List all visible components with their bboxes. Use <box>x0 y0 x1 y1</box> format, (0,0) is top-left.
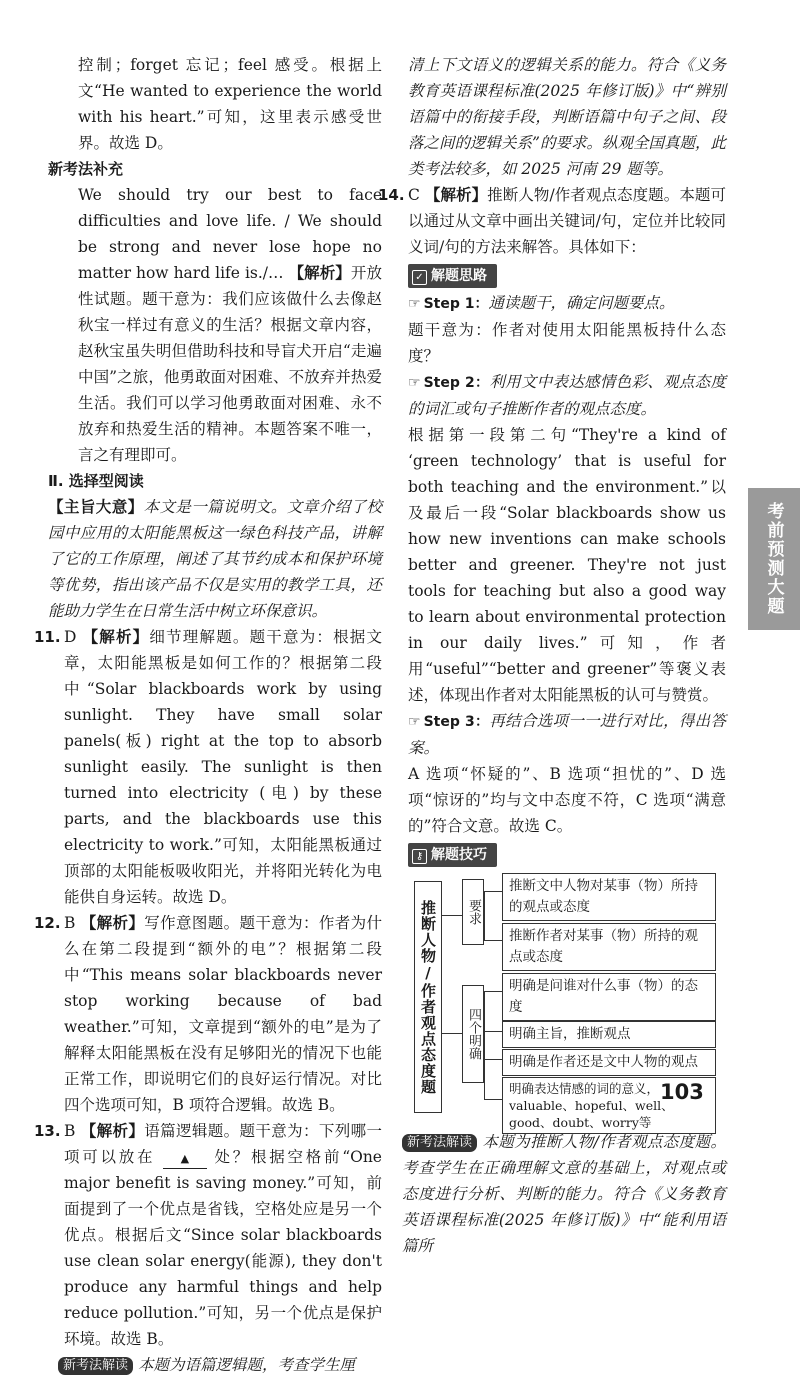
analysis-body: 细节理解题。题干意为：根据文章，太阳能黑板是如何工作的？根据第二段中“Solar blackboards work by using sunlight. They have small solar panels(板) right at the top to absorb sunlight easily. The sunlight is then turned into electricity (电) by these parts, and the blackboards use this electricity to work.”可知，太阳能黑板通过顶部的太阳能板吸收阳光，并将阳光转化为电能供自身运转。故选 D。 <box>64 628 382 906</box>
analysis-body-a: 语篇逻辑题。题干意为：下列哪一项可以放在 <box>64 1122 382 1166</box>
diagram-root: 推断人物/作者观点态度题 <box>414 881 442 1113</box>
step-label: Step 2： <box>423 375 490 391</box>
pointing-hand-icon: ☞ <box>408 375 421 391</box>
answer-letter: D <box>64 628 77 646</box>
step-text: 利用文中表达感情色彩、观点态度的词汇或句子推断作者的观点态度。 <box>408 373 726 418</box>
question-14 <box>378 182 726 260</box>
bracket-line <box>484 940 502 941</box>
step-2 <box>408 369 726 422</box>
analysis-tag: 【解析】 <box>82 628 150 646</box>
gist-body: 本文是一篇说明文。文章介绍了校园中应用的太阳能黑板这一绿色科技产品，讲解了它的工作原理，阐述了其节约成本和保护环境等优势，指出该产品不仅是实用的教学工具，还能助力学生在日常生活中树立环保意识。 <box>48 498 382 620</box>
gist-tag: 【主旨大意】 <box>48 498 144 516</box>
supplement-body <box>64 182 382 468</box>
four-clarify-label: 四个明确 <box>462 985 484 1083</box>
analysis-tag: 【解析】 <box>80 914 145 932</box>
new-method-body: 本题为语篇逻辑题，考查学生厘 <box>137 1356 355 1374</box>
analysis-body-b: 处？根据空格前“One major benefit is saving money.”可知，前面提到了一个优点是省钱，空格处应是另一个优点。根据后文“Since solar blackboards use clean solar energy(能源), they don't produce any harmful things and help reduce pollution.”可知，另一个优点是保护环境。故选 B。 <box>64 1148 382 1348</box>
supplement-tag: 【解析】 <box>288 264 351 282</box>
requirement-item-2: 推断作者对某事（物）所持的观点或态度 <box>502 923 716 971</box>
analysis-tag: 【解析】 <box>80 1122 145 1140</box>
pointing-hand-icon: ☞ <box>408 296 421 312</box>
analysis-body: 推断人物/作者观点态度题。本题可以通过从文章中画出关键词/句，定位并比较同义词/句的方法来解答。具体如下： <box>408 186 726 256</box>
bracket-line <box>484 891 485 941</box>
step-3 <box>408 708 726 761</box>
bracket-line <box>484 991 485 1099</box>
new-method-note <box>58 1352 382 1378</box>
step-text: 通读题干，确定问题要点。 <box>488 294 675 312</box>
question-number: 13. <box>34 1122 61 1140</box>
requirement-label: 要求 <box>462 879 484 945</box>
side-tab: 考前预测大题 <box>748 488 800 630</box>
gist-paragraph <box>48 494 382 624</box>
analysis-body: 写作意图题。题干意为：作者为什么在第二段提到“额外的电”？根据第二段中“This means solar blackboards never stop working because of bad weather.”可知，文章提到“额外的电”是为了解释太阳能黑板在没有足够阳光的情况下也能正常工作，即说明它们的良好运行情况。对比四个选项可知，B 项符合逻辑。故选 B。 <box>64 914 382 1114</box>
bracket-line <box>484 1031 502 1032</box>
question-13 <box>34 1118 382 1352</box>
question-11 <box>34 624 382 910</box>
skill-badge <box>408 843 497 867</box>
right-column <box>378 52 726 1259</box>
bracket-line <box>484 1059 502 1060</box>
step-label: Step 1： <box>423 296 489 312</box>
step-1 <box>408 290 726 317</box>
page-number: 103 <box>660 1080 704 1104</box>
new-method-badge: 新考法解读 <box>402 1134 477 1152</box>
new-method-continued: 清上下文语义的逻辑关系的能力。符合《义务教育英语课程标准(2025 年修订版)》中“辨别语篇中的衔接手段，判断语篇中句子之间、段落之间的逻辑关系”的要求。纵观全国真题，此类考法较多，如 2025 河南 29 题等。 <box>408 56 726 178</box>
clarify-item-2: 明确主旨，推断观点 <box>502 1021 716 1048</box>
new-method-body: 本题为推断人物/作者观点态度题。考查学生在正确理解文意的基础上，对观点或态度进行分析、判断的能力。符合《义务教育英语课程标准(2025 年修订版)》中“能利用语篇所 <box>402 1133 726 1255</box>
requirement-item-1: 推断文中人物对某事（物）所持的观点或态度 <box>502 873 716 921</box>
thinking-badge <box>408 264 497 288</box>
question-12 <box>34 910 382 1118</box>
connector-line <box>442 915 462 916</box>
clarify-item-4: 明确表达情感的词的意义，valuable、hopeful、well、good、doubt、worry等 <box>502 1077 716 1134</box>
step-3-detail: A 选项“怀疑的”、B 选项“担忧的”、D 选项“惊讶的”均与文中态度不符，C 选项“满意的”符合文意。故选 C。 <box>408 765 726 835</box>
clipboard-icon: ✓ <box>412 270 427 285</box>
connector-line <box>442 1033 462 1034</box>
step-text: 再结合选项一一进行对比，得出答案。 <box>408 712 726 757</box>
pointing-hand-icon: ☞ <box>408 714 421 730</box>
bracket-line <box>484 1099 502 1100</box>
section-heading: Ⅱ. 选择型阅读 <box>48 472 144 490</box>
left-column <box>34 52 382 1378</box>
blank-marker: ▲ <box>163 1150 207 1169</box>
answer-letter: B <box>64 1122 76 1140</box>
key-icon: ⚷ <box>412 849 427 864</box>
question-number: 12. <box>34 914 61 932</box>
bracket-line <box>484 991 502 992</box>
clarify-item-1: 明确是问谁对什么事（物）的态度 <box>502 973 716 1021</box>
supplement-answer: We should try our best to face difficulties and love life. / We should be strong and never lose hope no matter how hard life is./… <box>78 186 382 282</box>
thinking-badge-label: 解题思路 <box>431 268 487 284</box>
question-number: 14. <box>378 186 405 204</box>
supplement-heading: 新考法补充 <box>48 160 124 178</box>
skill-badge-label: 解题技巧 <box>431 847 487 863</box>
supplement-analysis: 开放性试题。题干意为：我们应该做什么去像赵秋宝一样过有意义的生活？根据文章内容，赵秋宝虽失明但借助科技和导盲犬开启“走遍中国”之旅，他勇敢面对困难、不放弃并热爱生活。我们可以学习他勇敢面对困难、永不放弃和热爱生活的精神。本题答案不唯一，言之有理即可。 <box>78 264 382 464</box>
answer-letter: B <box>64 914 76 932</box>
question-number: 11. <box>34 628 61 646</box>
new-method-note <box>402 1129 726 1259</box>
answer-10-tail: 控制；forget 忘记；feel 感受。根据上文“He wanted to experience the world with his heart.”可知，这里表示感受世界。故选 D。 <box>78 56 382 152</box>
clarify-item-3: 明确是作者还是文中人物的观点 <box>502 1049 716 1076</box>
analysis-tag: 【解析】 <box>424 186 488 204</box>
bracket-line <box>484 891 502 892</box>
step-1-detail: 题干意为：作者对使用太阳能黑板持什么态度？ <box>408 321 726 365</box>
step-label: Step 3： <box>423 714 490 730</box>
new-method-badge: 新考法解读 <box>58 1357 133 1375</box>
answer-letter: C <box>408 186 420 204</box>
step-2-detail: 根据第一段第二句“They're a kind of ‘green technology’ that is useful for both teaching and the environment.”以及最后一段“Solar blackboards show us how new inventions can make schools better and greener. They're not just tools for teaching but also a good way to learn about environmental protection in our daily lives.”可知，作者用“useful”“better and greener”等褒义表述，体现出作者对太阳能黑板的认可与赞赏。 <box>408 426 726 704</box>
